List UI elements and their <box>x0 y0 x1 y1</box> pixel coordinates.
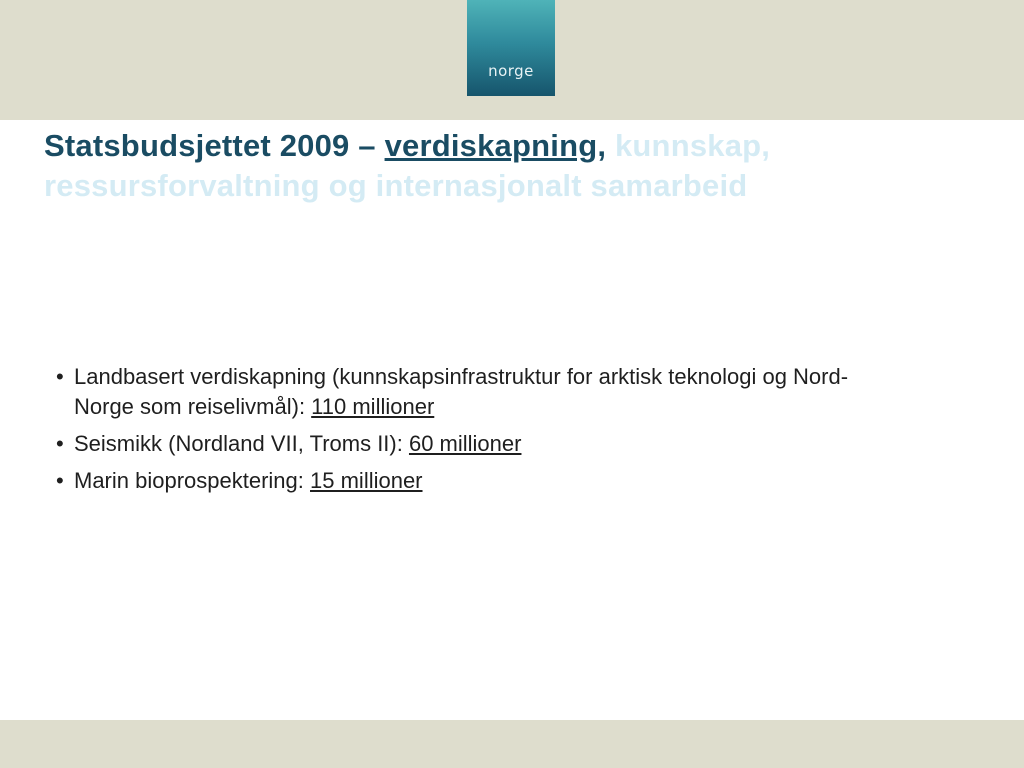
title-rest: kunnskap, ressursforvaltning og internasjonalt samarbeid <box>44 128 771 203</box>
norge-logo <box>467 0 555 96</box>
bullet-dot: • <box>56 431 64 456</box>
bullet-amount: 15 millioner <box>310 468 423 493</box>
bullet-item <box>56 429 896 459</box>
title-part-1: Statsbudsjettet 2009 – <box>44 128 385 163</box>
slide-title <box>44 126 1004 206</box>
bullet-dot: • <box>56 468 64 493</box>
title-comma: , <box>597 128 607 163</box>
bullet-amount: 110 millioner <box>311 394 435 419</box>
bullet-list <box>56 362 896 503</box>
bullet-text: Landbasert verdiskapning (kunnskapsinfrastruktur for arktisk teknologi og Nord-Norge som reiselivmål): <box>74 364 849 419</box>
bullet-item <box>56 466 896 496</box>
title-highlight: verdiskapning <box>384 128 598 163</box>
footer-band <box>0 720 1024 768</box>
logo-text: norge <box>488 62 534 80</box>
bullet-dot: • <box>56 364 64 389</box>
bullet-amount: 60 millioner <box>408 431 522 456</box>
bullet-item <box>56 362 896 422</box>
bullet-text: Marin bioprospektering: <box>74 468 311 493</box>
bullet-text: Seismikk (Nordland VII, Troms II): <box>74 431 409 456</box>
